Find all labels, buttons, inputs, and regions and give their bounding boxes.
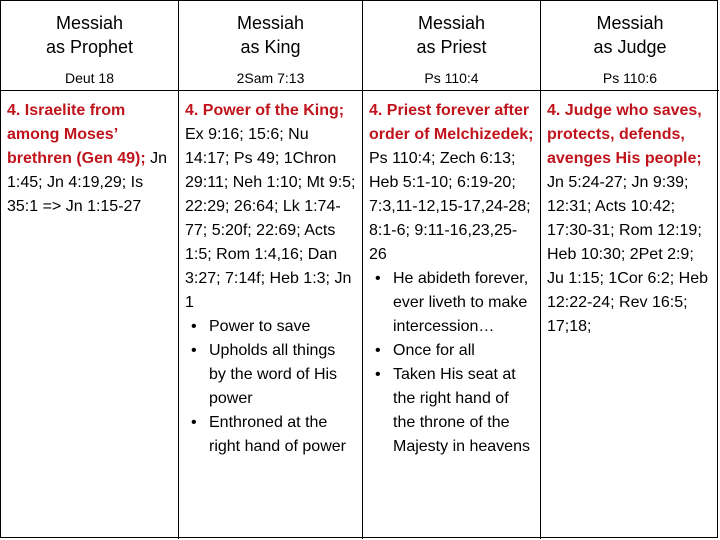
header-priest-title1: Messiah xyxy=(417,13,486,33)
list-item: • Taken His seat at the right hand of the throne of the Majesty in heavens xyxy=(393,363,534,459)
header-judge xyxy=(541,1,719,91)
header-king-ref: 2Sam 7:13 xyxy=(236,70,305,86)
prophet-heading: 4. Israelite from among Moses’ brethren (Gen 49); xyxy=(7,102,146,167)
prophet-refs: Jn 1:45; Jn 4:19,29; Is 35:1 => Jn 1:15-27 xyxy=(7,150,168,215)
header-priest xyxy=(363,1,541,91)
priest-heading: 4. Priest forever after order of Melchizedek; xyxy=(369,102,534,143)
header-judge-title2: as Judge xyxy=(593,37,667,57)
header-prophet-title1: Messiah xyxy=(55,13,124,33)
judge-heading: 4. Judge who saves, protects, defends, avenges His people; xyxy=(547,102,702,167)
header-priest-title2: as Priest xyxy=(416,37,487,57)
header-prophet xyxy=(1,1,179,91)
priest-bullet-list xyxy=(369,267,534,459)
list-item: • Enthroned at the right hand of power xyxy=(209,411,356,459)
priest-refs: Ps 110:4; Zech 6:13; Heb 5:1-10; 6:19-20; 7:3,11-12,15-17,24-28; 8:1-6; 9:11-16,23,25-26 xyxy=(369,150,531,263)
cell-prophet xyxy=(1,91,179,539)
header-king-title1: Messiah xyxy=(236,13,305,33)
header-priest-ref: Ps 110:4 xyxy=(424,70,479,86)
king-bullet-list xyxy=(185,315,356,459)
header-prophet-title2: as Prophet xyxy=(45,37,134,57)
list-item: • Once for all xyxy=(393,339,534,363)
king-refs: Ex 9:16; 15:6; Nu 14:17; Ps 49; 1Chron 29:11; Neh 1:10; Mt 9:5; 22:29; 26:64; Lk 1:74-77; 5:20f; 22:69; Acts 1:5; Rom 1:4,16; Dan 3:27; 7:14f; Heb 1:3; Jn 1 xyxy=(185,126,356,311)
list-item: • He abideth forever, ever liveth to make intercession… xyxy=(393,267,534,339)
header-king xyxy=(179,1,363,91)
cell-judge xyxy=(541,91,719,539)
header-prophet-ref: Deut 18 xyxy=(64,70,115,86)
king-heading: 4. Power of the King; xyxy=(185,102,345,119)
header-judge-title1: Messiah xyxy=(596,13,664,33)
judge-refs: Jn 5:24-27; Jn 9:39; 12:31; Acts 10:42; 17:30-31; Rom 12:19; Heb 10:30; 2Pet 2:9; Ju 1:15; 1Cor 6:2; Heb 12:22-24; Rev 16:5; 17;18; xyxy=(547,174,708,335)
list-item: • Upholds all things by the word of His power xyxy=(209,339,356,411)
header-king-title2: as King xyxy=(240,37,301,57)
header-judge-ref: Ps 110:6 xyxy=(602,70,658,86)
cell-priest xyxy=(363,91,541,539)
list-item: • Power to save xyxy=(209,315,356,339)
cell-king xyxy=(179,91,363,539)
